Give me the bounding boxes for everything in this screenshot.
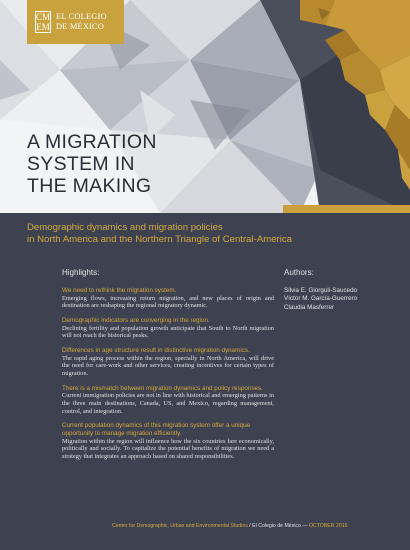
footer-date: OCTOBER 2016 <box>308 523 348 529</box>
highlight-title: Demographic indicators are converging in the region. <box>62 317 210 324</box>
logo-line-2: DE MÉXICO <box>56 22 105 31</box>
cover-graphic <box>0 0 410 213</box>
title-line-2: SYSTEM IN <box>27 153 135 175</box>
footer-credit <box>112 523 348 529</box>
authors-list <box>284 287 399 312</box>
logo-line-1: EL COLEGIO <box>56 12 107 21</box>
highlight-item <box>62 317 274 340</box>
highlight-title: Differences in age structure result in distinctive migration dynamics. <box>62 347 250 354</box>
highlight-title: We need to rethink the migration system. <box>62 287 177 294</box>
logo-wordmark <box>56 12 107 32</box>
title-line-1: A MIGRATION <box>27 131 157 153</box>
highlight-body: Emerging flows, increasing return migration, and new places of origin and destination are reshaping the regional migratory dynamic. <box>62 294 274 310</box>
author-name: Claudia Masferrer <box>284 303 335 311</box>
author-name: Víctor M. García-Guerrero <box>284 295 358 303</box>
footer-center: Center for Demographic, Urban and Environmental Studies <box>112 523 248 529</box>
highlight-body: The rapid aging process within the region, specially in North America, will drive the need for care-work and other services, creating incentives for certain types of migration. <box>62 354 274 377</box>
accent-bar <box>283 205 410 213</box>
highlight-item <box>62 287 274 310</box>
highlight-item <box>62 385 274 416</box>
document-title <box>27 131 287 197</box>
highlight-body: Declining fertility and population growth anticipate that South to North migration will not reach the historical peaks. <box>62 324 274 340</box>
logo-seal-icon <box>35 11 51 33</box>
highlight-title: Current population dynamics of this migration system offer a unique opportunity to manage migration efficiently. <box>62 422 251 437</box>
document-subtitle <box>27 222 387 246</box>
subtitle-line-1: Demographic dynamics and migration policies <box>27 222 223 233</box>
highlight-title: There is a mismatch between migration dynamics and policy responses. <box>62 384 263 392</box>
authors-heading: Authors: <box>284 268 314 277</box>
footer-institution: El Colegio de México <box>252 523 301 529</box>
logo-seal-bottom: EM <box>36 22 50 32</box>
highlight-item <box>62 422 274 460</box>
highlight-item <box>62 347 274 378</box>
author-name: Silvia E. Giorguli-Saucedo <box>284 287 358 294</box>
highlights-heading: Highlights: <box>62 268 100 277</box>
highlight-body: Migration within the region will influence how the six countries fare economically, politically and socially. To capitalize the potential benefits of migration we need a strategy that integrates an approach based on shared responsibilities. <box>62 437 274 460</box>
logo-seal-top: CM <box>36 12 51 22</box>
subtitle-line-2: in North America and the Northern Triangle of Central-America <box>27 234 293 245</box>
footer-separator: / <box>247 523 253 529</box>
publisher-logo <box>27 0 124 44</box>
highlights-list <box>62 287 274 468</box>
highlight-body: Current immigration policies are not in line with historical and emerging patterns in the three main destinations, Canada, US, and Mexico, regarding management, control, and integration. <box>62 392 274 415</box>
footer-dash: — <box>300 523 309 529</box>
title-line-3: THE MAKING <box>27 175 152 197</box>
